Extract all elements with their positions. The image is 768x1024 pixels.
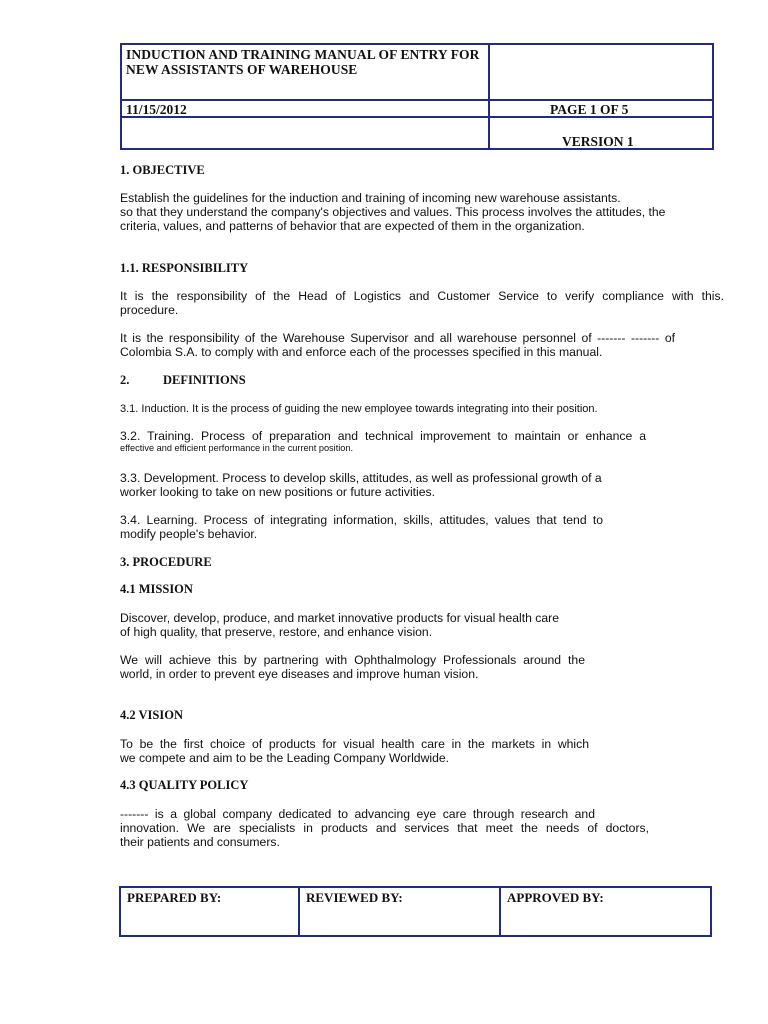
- prepared-by-cell: PREPARED BY:: [127, 890, 222, 905]
- document-title: INDUCTION AND TRAINING MANUAL OF ENTRY FOR NEW ASSISTANTS OF WAREHOUSE: [126, 47, 480, 77]
- definition-line: effective and efficient performance in the current position.: [120, 443, 354, 454]
- reviewed-by-cell: REVIEWED BY:: [306, 890, 403, 905]
- objective-line: criteria, values, and patterns of behavior that are expected of them in the organization.: [120, 219, 585, 234]
- mission-line: of high quality, that preserve, restore, and enhance vision.: [120, 625, 433, 640]
- definition-induction: 3.1. Induction. It is the process of guiding the new employee towards integrating into their position.: [120, 403, 598, 415]
- mission-line: world, in order to prevent eye diseases and improve human vision.: [120, 667, 479, 682]
- objective-heading: 1. OBJECTIVE: [120, 163, 205, 177]
- quality-line: their patients and consumers.: [120, 835, 280, 850]
- header-divider-1: [122, 99, 712, 101]
- definitions-heading-number: 2.: [120, 373, 130, 387]
- quality-policy-paragraph: [120, 807, 649, 850]
- header-vertical-divider: [488, 45, 490, 148]
- definition-learning: [120, 513, 603, 541]
- signature-table: [119, 886, 712, 937]
- procedure-heading: 3. PROCEDURE: [120, 555, 212, 569]
- mission-line: We will achieve this by partnering with Ophthalmology Professionals around the: [120, 653, 585, 667]
- approved-by-cell: APPROVED BY:: [507, 890, 604, 905]
- quality-line: innovation. We are specialists in products and services that meet the needs of doctors,: [120, 821, 649, 836]
- vision-heading: 4.2 VISION: [120, 708, 183, 722]
- quality-policy-heading: 4.3 QUALITY POLICY: [120, 778, 249, 792]
- document-version: VERSION 1: [562, 134, 634, 149]
- definitions-heading: DEFINITIONS: [163, 373, 246, 387]
- definition-training: [120, 429, 646, 454]
- vision-line: To be the first choice of products for visual health care in the markets in which: [120, 737, 589, 751]
- document-header-table: [120, 43, 714, 150]
- definition-development: [120, 471, 720, 499]
- vision-paragraph: [120, 737, 589, 765]
- mission-paragraph-2: [120, 653, 585, 681]
- responsibility-paragraph-2: [120, 331, 675, 359]
- quality-line: ------- is a global company dedicated to advancing eye care through research and: [120, 807, 595, 821]
- mission-line: Discover, develop, produce, and market innovative products for visual health care: [120, 611, 559, 625]
- document-date: 11/15/2012: [126, 102, 187, 117]
- mission-paragraph-1: [120, 611, 720, 639]
- page-number: PAGE 1 OF 5: [550, 102, 629, 117]
- objective-text: [120, 191, 720, 234]
- responsibility-line: It is the responsibility of the Warehouse Supervisor and all warehouse personnel of ------- ------- of: [120, 331, 675, 345]
- mission-heading: 4.1 MISSION: [120, 582, 193, 596]
- responsibility-line: procedure.: [120, 303, 179, 318]
- definition-line: 3.4. Learning. Process of integrating information, skills, attitudes, values that tend to: [120, 513, 603, 527]
- responsibility-line: Colombia S.A. to comply with and enforce each of the processes specified in this manual.: [120, 345, 603, 360]
- definition-line: 3.2. Training. Process of preparation and technical improvement to maintain or enhance a: [120, 429, 646, 443]
- objective-line: Establish the guidelines for the induction and training of incoming new warehouse assistants.: [120, 191, 621, 205]
- responsibility-line: It is the responsibility of the Head of Logistics and Customer Service to verify compliance with this.: [120, 289, 724, 303]
- vision-line: we compete and aim to be the Leading Company Worldwide.: [120, 751, 450, 766]
- definition-line: 3.3. Development. Process to develop skills, attitudes, as well as professional growth of a: [120, 471, 602, 485]
- responsibility-paragraph-1: [120, 289, 724, 317]
- responsibility-heading: 1.1. RESPONSIBILITY: [120, 261, 249, 275]
- definition-line: worker looking to take on new positions or future activities.: [120, 485, 436, 500]
- definition-line: modify people's behavior.: [120, 527, 258, 542]
- objective-line: so that they understand the company's objectives and values. This process involves the attitudes, the: [120, 205, 666, 220]
